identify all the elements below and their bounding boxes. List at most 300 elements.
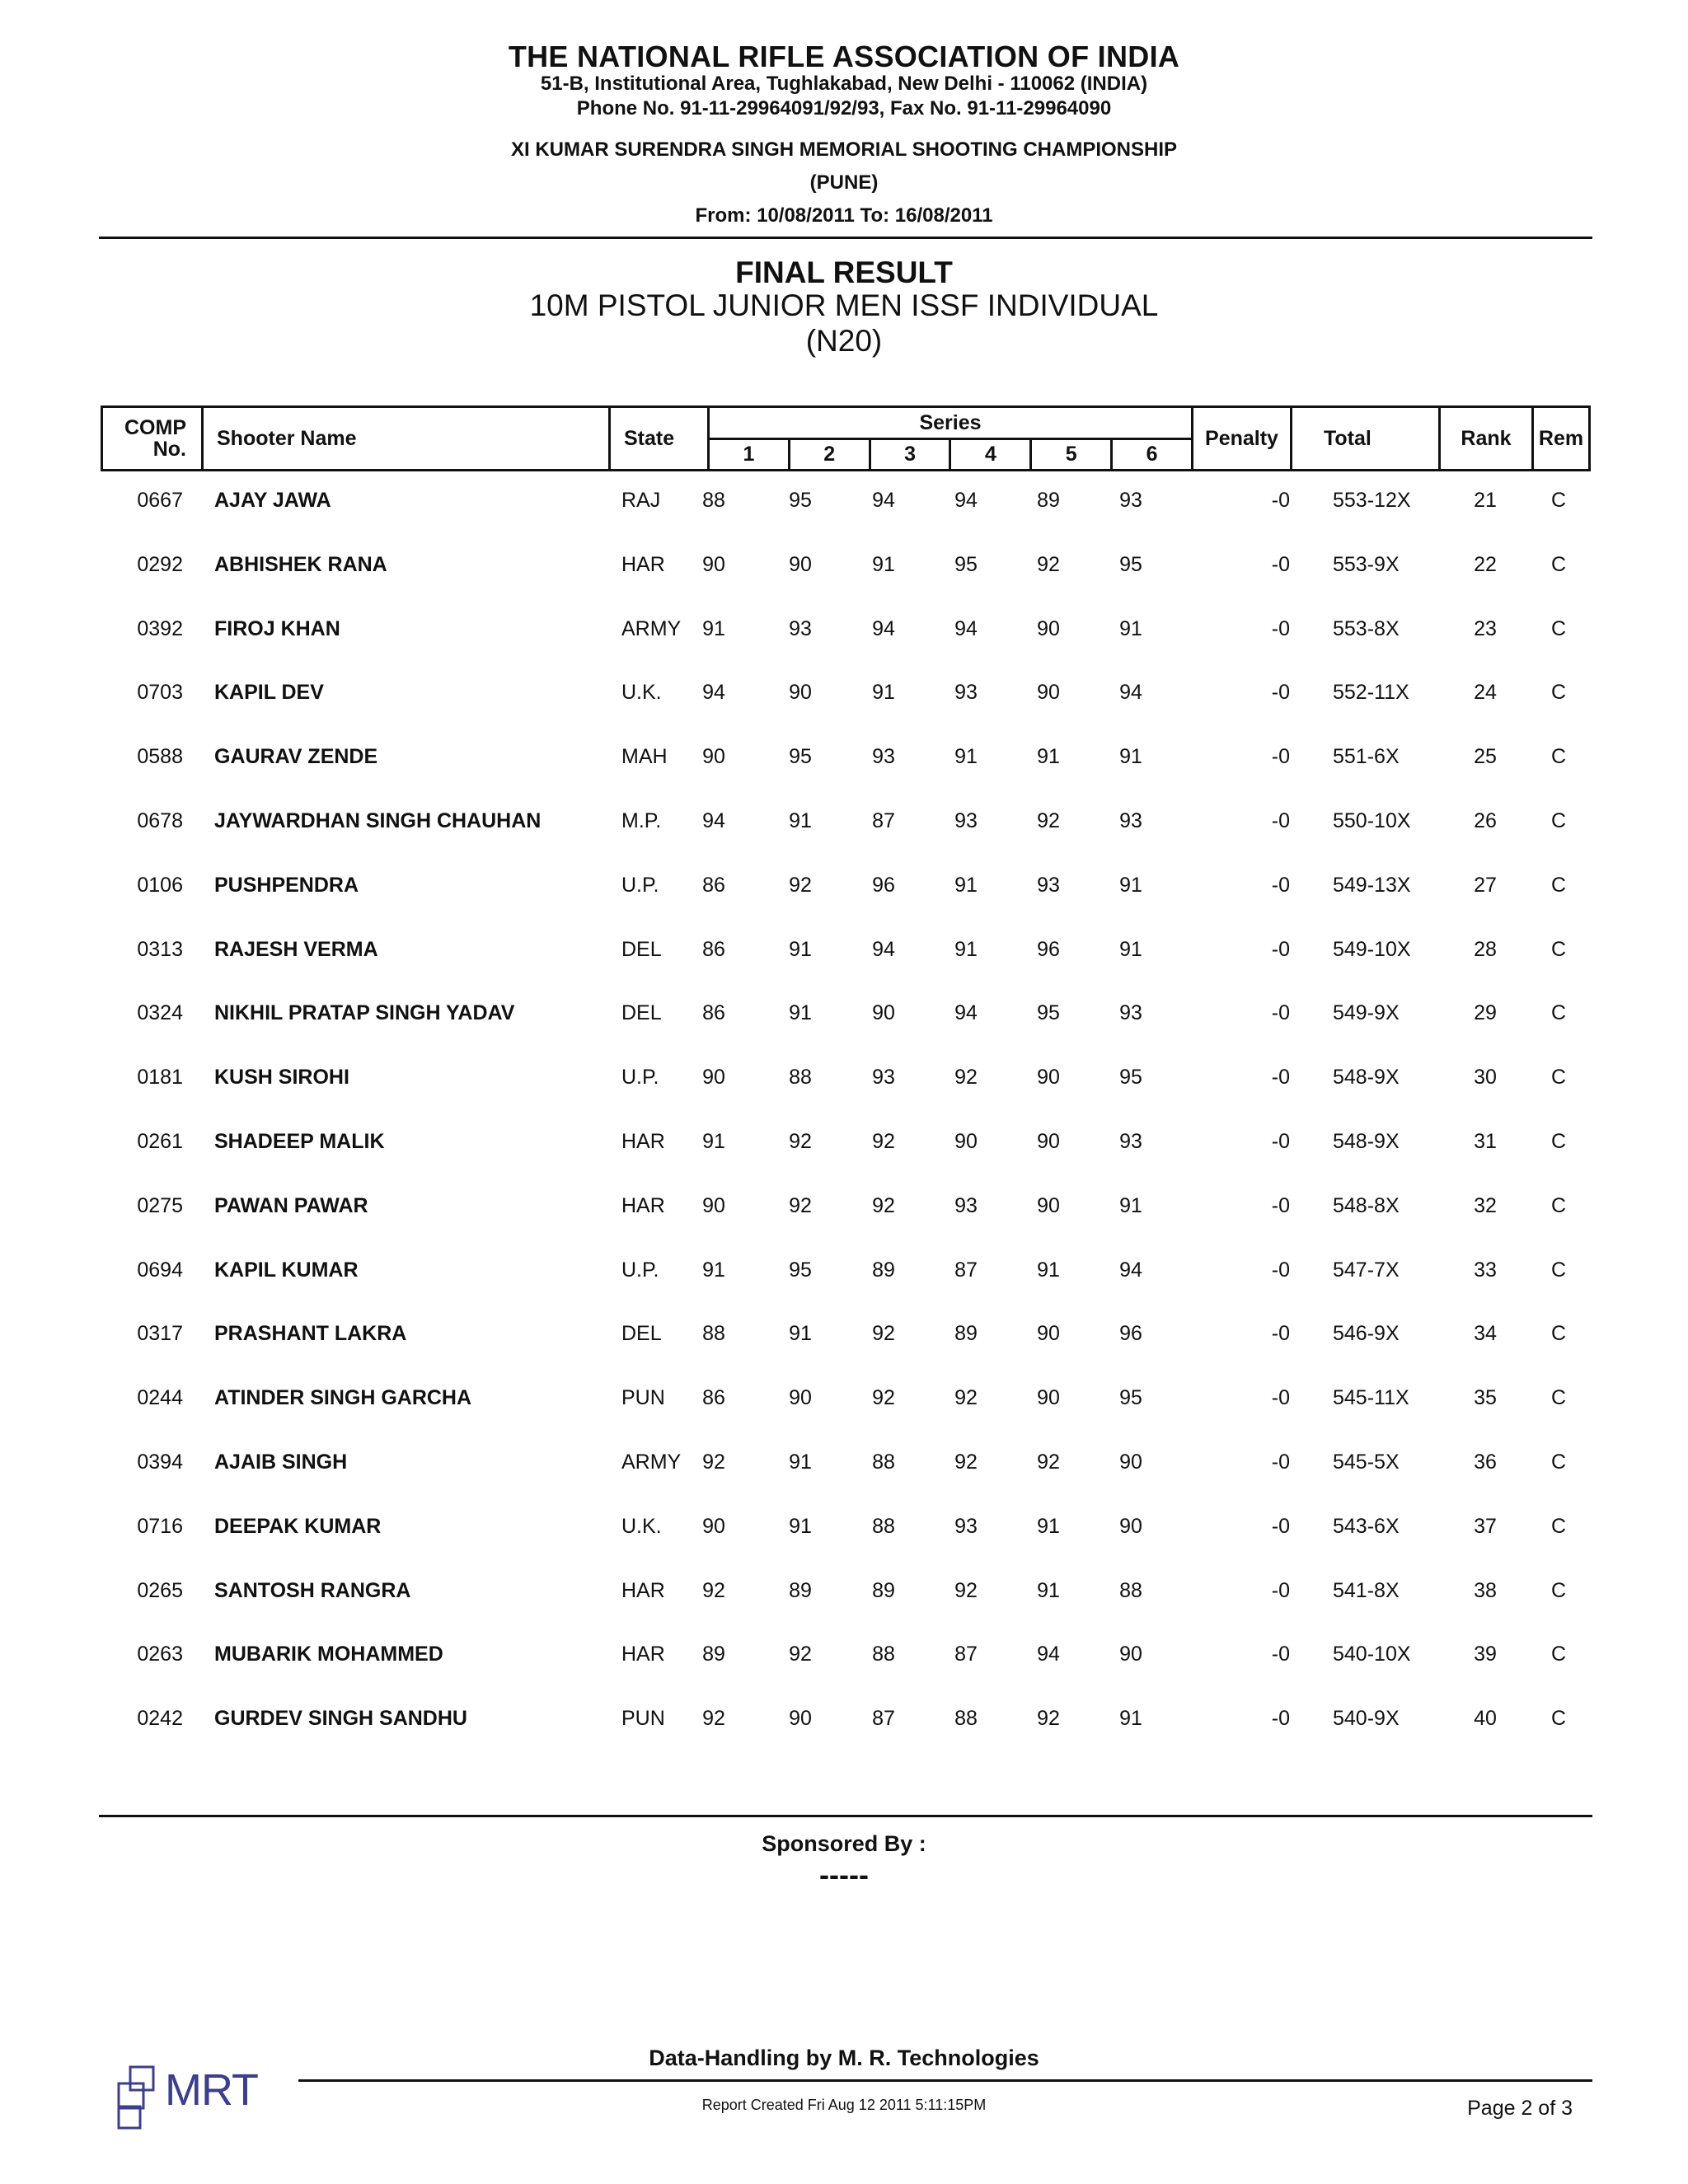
cell-series-6: 95 <box>1119 1386 1142 1410</box>
cell-rank: 26 <box>1474 809 1497 832</box>
cell-series-6: 88 <box>1119 1578 1142 1602</box>
cell-series-5: 90 <box>1037 1386 1060 1410</box>
header-series-5: 5 <box>1032 440 1113 469</box>
cell-shooter-name: PAWAN PAWAR <box>214 1193 368 1217</box>
cell-series-5: 96 <box>1037 937 1060 961</box>
cell-series-5: 91 <box>1037 745 1060 769</box>
cell-series-4: 91 <box>954 937 978 961</box>
cell-rem: C <box>1550 616 1567 640</box>
cell-series-3: 91 <box>872 681 895 705</box>
cell-series-3: 87 <box>872 809 895 832</box>
cell-series-2: 90 <box>789 681 812 705</box>
cell-penalty: -0 <box>1271 1451 1290 1474</box>
sponsor-value: ----- <box>819 1858 869 1891</box>
cell-state: HAR <box>621 552 665 576</box>
footer-rule <box>298 2079 1592 2082</box>
footer-divider <box>99 1815 1592 1817</box>
cell-series-4: 90 <box>954 1130 978 1153</box>
cell-total: 549-13X <box>1333 873 1411 897</box>
cell-total: 549-9X <box>1333 1001 1400 1025</box>
cell-series-4: 95 <box>954 552 978 576</box>
table-row <box>101 1574 1591 1607</box>
cell-rank: 27 <box>1474 873 1497 897</box>
table-row <box>101 1381 1591 1414</box>
results-table-header <box>101 405 1591 471</box>
cell-comp-no: 0716 <box>137 1514 183 1538</box>
cell-series-3: 88 <box>872 1643 895 1666</box>
cell-series-1: 90 <box>702 745 725 769</box>
cell-series-2: 91 <box>789 937 812 961</box>
cell-series-5: 92 <box>1037 1707 1060 1731</box>
org-address: 51-B, Institutional Area, Tughlakabad, New Delhi - 110062 (INDIA) <box>540 73 1148 95</box>
cell-series-6: 95 <box>1119 552 1142 576</box>
cell-shooter-name: KUSH SIROHI <box>214 1066 349 1090</box>
cell-series-2: 91 <box>789 809 812 832</box>
cell-comp-no: 0678 <box>137 809 183 832</box>
cell-series-4: 88 <box>954 1707 978 1731</box>
cell-series-3: 92 <box>872 1322 895 1346</box>
cell-shooter-name: AJAY JAWA <box>214 489 331 512</box>
table-row <box>101 1189 1591 1222</box>
cell-rem: C <box>1550 1707 1567 1731</box>
header-shooter-name: Shooter Name <box>204 408 611 469</box>
cell-penalty: -0 <box>1271 1258 1290 1282</box>
cell-penalty: -0 <box>1271 745 1290 769</box>
cell-penalty: -0 <box>1271 937 1290 961</box>
header-rem: Rem <box>1538 426 1584 450</box>
cell-comp-no: 0263 <box>137 1643 183 1666</box>
cell-series-1: 90 <box>702 1066 725 1090</box>
cell-series-2: 91 <box>789 1001 812 1025</box>
cell-comp-no: 0244 <box>137 1386 183 1410</box>
cell-shooter-name: KAPIL KUMAR <box>214 1258 359 1282</box>
cell-series-2: 88 <box>789 1066 812 1090</box>
table-row <box>101 1702 1591 1735</box>
cell-series-4: 93 <box>954 1514 978 1538</box>
championship-city: (PUNE) <box>809 171 879 194</box>
cell-series-1: 88 <box>702 489 725 512</box>
cell-series-5: 90 <box>1037 1066 1060 1090</box>
cell-series-2: 95 <box>789 745 812 769</box>
cell-comp-no: 0392 <box>137 616 183 640</box>
cell-state: DEL <box>621 937 662 961</box>
cell-rem: C <box>1550 489 1567 512</box>
cell-penalty: -0 <box>1271 681 1290 705</box>
page-number: Page 2 of 3 <box>1467 2097 1573 2120</box>
championship-dates: From: 10/08/2011 To: 16/08/2011 <box>695 204 993 227</box>
cell-state: HAR <box>621 1193 665 1217</box>
cell-shooter-name: NIKHIL PRATAP SINGH YADAV <box>214 1001 515 1025</box>
cell-series-4: 92 <box>954 1578 978 1602</box>
cell-series-6: 93 <box>1119 1001 1142 1025</box>
table-row <box>101 996 1591 1029</box>
header-divider <box>99 237 1592 239</box>
cell-series-1: 92 <box>702 1578 725 1602</box>
cell-shooter-name: GURDEV SINGH SANDHU <box>214 1707 467 1731</box>
header-state: State <box>611 408 710 469</box>
cell-penalty: -0 <box>1271 1322 1290 1346</box>
cell-series-2: 92 <box>789 1643 812 1666</box>
table-row <box>101 933 1591 966</box>
cell-series-1: 86 <box>702 1386 725 1410</box>
cell-rank: 39 <box>1474 1643 1497 1666</box>
cell-rank: 22 <box>1474 552 1497 576</box>
cell-series-4: 93 <box>954 1193 978 1217</box>
cell-penalty: -0 <box>1271 1066 1290 1090</box>
cell-shooter-name: SHADEEP MALIK <box>214 1130 385 1153</box>
cell-series-1: 91 <box>702 1258 725 1282</box>
cell-rank: 29 <box>1474 1001 1497 1025</box>
cell-series-5: 94 <box>1037 1643 1060 1666</box>
cell-shooter-name: DEEPAK KUMAR <box>214 1514 382 1538</box>
cell-rank: 28 <box>1474 937 1497 961</box>
cell-rem: C <box>1550 1001 1567 1025</box>
cell-series-6: 91 <box>1119 745 1142 769</box>
header-total: Total <box>1292 408 1441 469</box>
cell-series-2: 95 <box>789 1258 812 1282</box>
cell-series-6: 91 <box>1119 1707 1142 1731</box>
cell-penalty: -0 <box>1271 1001 1290 1025</box>
cell-state: U.P. <box>621 1258 659 1282</box>
table-row <box>101 1446 1591 1479</box>
cell-state: DEL <box>621 1001 662 1025</box>
cell-series-2: 95 <box>789 489 812 512</box>
org-phone: Phone No. 91-11-29964091/92/93, Fax No. 91-11-29964090 <box>576 97 1112 120</box>
cell-total: 545-11X <box>1333 1386 1409 1410</box>
cell-series-4: 94 <box>954 489 978 512</box>
cell-series-1: 86 <box>702 937 725 961</box>
cell-total: 553-12X <box>1333 489 1411 512</box>
cell-shooter-name: FIROJ KHAN <box>214 616 340 640</box>
cell-comp-no: 0292 <box>137 552 183 576</box>
cell-series-6: 94 <box>1119 1258 1142 1282</box>
cell-rem: C <box>1550 1066 1567 1090</box>
cell-series-5: 89 <box>1037 489 1060 512</box>
cell-comp-no: 0694 <box>137 1258 183 1282</box>
cell-series-1: 90 <box>702 552 725 576</box>
cell-rem: C <box>1550 809 1567 832</box>
result-title: FINAL RESULT <box>735 255 953 289</box>
cell-series-3: 87 <box>872 1707 895 1731</box>
cell-series-5: 92 <box>1037 552 1060 576</box>
cell-total: 553-9X <box>1333 552 1400 576</box>
table-row <box>101 1254 1591 1286</box>
cell-comp-no: 0242 <box>137 1707 183 1731</box>
report-created: Report Created Fri Aug 12 2011 5:11:15PM <box>701 2097 987 2113</box>
cell-rank: 21 <box>1474 489 1497 512</box>
cell-penalty: -0 <box>1271 1643 1290 1666</box>
cell-shooter-name: GAURAV ZENDE <box>214 745 378 769</box>
cell-comp-no: 0275 <box>137 1193 183 1217</box>
cell-series-5: 93 <box>1037 873 1060 897</box>
cell-rem: C <box>1550 1451 1567 1474</box>
cell-series-6: 95 <box>1119 1066 1142 1090</box>
header-series-1: 1 <box>710 440 790 469</box>
table-row <box>101 804 1591 837</box>
header-series-2: 2 <box>790 440 871 469</box>
cell-series-5: 90 <box>1037 681 1060 705</box>
cell-series-4: 89 <box>954 1322 978 1346</box>
cell-series-6: 91 <box>1119 937 1142 961</box>
cell-state: DEL <box>621 1322 662 1346</box>
cell-total: 543-6X <box>1333 1514 1400 1538</box>
cell-total: 541-8X <box>1333 1578 1400 1602</box>
cell-state: RAJ <box>621 489 661 512</box>
table-row <box>101 740 1591 773</box>
cell-total: 546-9X <box>1333 1322 1400 1346</box>
header-series-4: 4 <box>951 440 1032 469</box>
cell-series-2: 91 <box>789 1451 812 1474</box>
cell-total: 551-6X <box>1333 745 1400 769</box>
cell-total: 553-8X <box>1333 616 1400 640</box>
cell-total: 549-10X <box>1333 937 1411 961</box>
cell-series-3: 88 <box>872 1514 895 1538</box>
cell-series-3: 91 <box>872 552 895 576</box>
cell-rank: 34 <box>1474 1322 1497 1346</box>
cell-comp-no: 0324 <box>137 1001 183 1025</box>
cell-penalty: -0 <box>1271 809 1290 832</box>
event-code: (N20) <box>805 324 883 358</box>
header-series <box>710 408 1193 469</box>
cell-penalty: -0 <box>1271 489 1290 512</box>
cell-shooter-name: PRASHANT LAKRA <box>214 1322 407 1346</box>
cell-series-2: 90 <box>789 1707 812 1731</box>
cell-rank: 32 <box>1474 1193 1497 1217</box>
cell-rank: 36 <box>1474 1451 1497 1474</box>
table-row <box>101 1510 1591 1543</box>
mrt-logo-text: MRT <box>165 2065 258 2115</box>
cell-series-6: 91 <box>1119 873 1142 897</box>
cell-series-3: 94 <box>872 489 895 512</box>
cell-series-6: 90 <box>1119 1451 1142 1474</box>
table-row <box>101 676 1591 709</box>
cell-state: M.P. <box>621 809 662 832</box>
cell-series-1: 91 <box>702 616 725 640</box>
cell-total: 540-10X <box>1333 1643 1411 1666</box>
cell-series-3: 93 <box>872 745 895 769</box>
cell-comp-no: 0181 <box>137 1066 183 1090</box>
cell-comp-no: 0265 <box>137 1578 183 1602</box>
cell-rem: C <box>1550 1578 1567 1602</box>
cell-comp-no: 0313 <box>137 937 183 961</box>
cell-series-2: 89 <box>789 1578 812 1602</box>
cell-shooter-name: SANTOSH RANGRA <box>214 1578 411 1602</box>
cell-series-1: 86 <box>702 1001 725 1025</box>
cell-comp-no: 0588 <box>137 745 183 769</box>
cell-series-3: 94 <box>872 616 895 640</box>
cell-series-3: 89 <box>872 1578 895 1602</box>
cell-penalty: -0 <box>1271 1130 1290 1153</box>
cell-series-6: 91 <box>1119 1193 1142 1217</box>
cell-series-1: 94 <box>702 809 725 832</box>
cell-total: 545-5X <box>1333 1451 1400 1474</box>
cell-series-1: 92 <box>702 1707 725 1731</box>
cell-series-2: 92 <box>789 1193 812 1217</box>
cell-series-5: 92 <box>1037 1451 1060 1474</box>
cell-state: HAR <box>621 1130 665 1153</box>
cell-series-5: 91 <box>1037 1258 1060 1282</box>
cell-comp-no: 0667 <box>137 489 183 512</box>
cell-total: 548-9X <box>1333 1066 1400 1090</box>
cell-shooter-name: ATINDER SINGH GARCHA <box>214 1386 472 1410</box>
event-name: 10M PISTOL JUNIOR MEN ISSF INDIVIDUAL <box>529 288 1159 322</box>
cell-series-6: 90 <box>1119 1643 1142 1666</box>
cell-series-6: 93 <box>1119 1130 1142 1153</box>
cell-series-1: 90 <box>702 1514 725 1538</box>
table-row <box>101 1317 1591 1350</box>
cell-series-2: 92 <box>789 873 812 897</box>
cell-series-4: 92 <box>954 1451 978 1474</box>
cell-state: HAR <box>621 1578 665 1602</box>
championship-name: XI KUMAR SURENDRA SINGH MEMORIAL SHOOTING CHAMPIONSHIP <box>510 138 1178 161</box>
cell-total: 552-11X <box>1333 681 1409 705</box>
table-row <box>101 869 1591 902</box>
cell-rem: C <box>1550 873 1567 897</box>
cell-series-5: 92 <box>1037 809 1060 832</box>
cell-series-4: 87 <box>954 1643 978 1666</box>
cell-rem: C <box>1550 745 1567 769</box>
cell-penalty: -0 <box>1271 1578 1290 1602</box>
cell-rank: 30 <box>1474 1066 1497 1090</box>
cell-series-3: 94 <box>872 937 895 961</box>
header-rank: Rank <box>1441 408 1534 469</box>
cell-series-3: 92 <box>872 1386 895 1410</box>
cell-series-6: 94 <box>1119 681 1142 705</box>
header-series-numbers <box>710 438 1191 469</box>
cell-comp-no: 0394 <box>137 1451 183 1474</box>
cell-total: 548-9X <box>1333 1130 1400 1153</box>
cell-penalty: -0 <box>1271 1707 1290 1731</box>
cell-series-2: 91 <box>789 1514 812 1538</box>
cell-series-5: 95 <box>1037 1001 1060 1025</box>
table-row <box>101 484 1591 517</box>
cell-rank: 33 <box>1474 1258 1497 1282</box>
cell-series-1: 91 <box>702 1130 725 1153</box>
cell-comp-no: 0106 <box>137 873 183 897</box>
cell-state: U.K. <box>621 1514 662 1538</box>
cell-series-1: 92 <box>702 1451 725 1474</box>
cell-series-6: 91 <box>1119 616 1142 640</box>
cell-rank: 31 <box>1474 1130 1497 1153</box>
cell-total: 550-10X <box>1333 809 1411 832</box>
cell-series-5: 90 <box>1037 1130 1060 1153</box>
cell-series-1: 89 <box>702 1643 725 1666</box>
cell-series-1: 94 <box>702 681 725 705</box>
cell-state: U.K. <box>621 681 662 705</box>
cell-rem: C <box>1550 1130 1567 1153</box>
cell-series-3: 92 <box>872 1130 895 1153</box>
cell-series-4: 93 <box>954 809 978 832</box>
cell-total: 548-8X <box>1333 1193 1400 1217</box>
cell-rem: C <box>1550 1386 1567 1410</box>
cell-rem: C <box>1550 937 1567 961</box>
cell-shooter-name: KAPIL DEV <box>214 681 324 705</box>
header-series-6: 6 <box>1146 443 1158 466</box>
cell-series-1: 88 <box>702 1322 725 1346</box>
cell-shooter-name: JAYWARDHAN SINGH CHAUHAN <box>214 809 542 832</box>
cell-shooter-name: AJAIB SINGH <box>214 1451 348 1474</box>
header-series-label: Series <box>919 411 982 434</box>
cell-series-5: 91 <box>1037 1514 1060 1538</box>
cell-series-2: 90 <box>789 1386 812 1410</box>
header-comp-line1: COMP <box>124 416 186 439</box>
cell-comp-no: 0261 <box>137 1130 183 1153</box>
cell-series-3: 96 <box>872 873 895 897</box>
table-row <box>101 1061 1591 1094</box>
cell-series-4: 92 <box>954 1066 978 1090</box>
cell-series-6: 90 <box>1119 1514 1142 1538</box>
data-handling-label: Data-Handling by M. R. Technologies <box>649 2046 1039 2070</box>
cell-rem: C <box>1550 1643 1567 1666</box>
cell-series-4: 91 <box>954 873 978 897</box>
cell-series-3: 88 <box>872 1451 895 1474</box>
cell-series-3: 93 <box>872 1066 895 1090</box>
cell-state: HAR <box>621 1643 665 1666</box>
cell-state: PUN <box>621 1707 665 1731</box>
cell-series-2: 91 <box>789 1322 812 1346</box>
org-title: THE NATIONAL RIFLE ASSOCIATION OF INDIA <box>508 40 1180 73</box>
cell-shooter-name: PUSHPENDRA <box>214 873 359 897</box>
cell-series-1: 86 <box>702 873 725 897</box>
cell-series-3: 89 <box>872 1258 895 1282</box>
cell-series-6: 96 <box>1119 1322 1142 1346</box>
sponsor-label: Sponsored By : <box>762 1831 926 1856</box>
table-row <box>101 1638 1591 1671</box>
cell-rem: C <box>1550 1193 1567 1217</box>
cell-series-6: 93 <box>1119 809 1142 832</box>
cell-rank: 37 <box>1474 1514 1497 1538</box>
cell-penalty: -0 <box>1271 1514 1290 1538</box>
cell-state: U.P. <box>621 1066 659 1090</box>
cell-rank: 40 <box>1474 1707 1497 1731</box>
table-row <box>101 612 1591 645</box>
cell-state: ARMY <box>621 1451 682 1474</box>
cell-series-4: 87 <box>954 1258 978 1282</box>
cell-series-5: 91 <box>1037 1578 1060 1602</box>
cell-shooter-name: MUBARIK MOHAMMED <box>214 1643 443 1666</box>
cell-series-4: 94 <box>954 1001 978 1025</box>
table-row <box>101 1125 1591 1158</box>
cell-state: PUN <box>621 1386 665 1410</box>
cell-penalty: -0 <box>1271 616 1290 640</box>
cell-rank: 35 <box>1474 1386 1497 1410</box>
cell-total: 540-9X <box>1333 1707 1400 1731</box>
cell-rank: 24 <box>1474 681 1497 705</box>
cell-series-4: 91 <box>954 745 978 769</box>
cell-comp-no: 0317 <box>137 1322 183 1346</box>
cell-series-5: 90 <box>1037 1193 1060 1217</box>
cell-rank: 23 <box>1474 616 1497 640</box>
cell-shooter-name: ABHISHEK RANA <box>214 552 387 576</box>
cell-total: 547-7X <box>1333 1258 1400 1282</box>
cell-state: MAH <box>621 745 668 769</box>
cell-series-2: 90 <box>789 552 812 576</box>
cell-penalty: -0 <box>1271 552 1290 576</box>
cell-shooter-name: RAJESH VERMA <box>214 937 378 961</box>
header-penalty: Penalty <box>1193 408 1292 469</box>
header-comp-no <box>103 408 204 469</box>
cell-rem: C <box>1550 1322 1567 1346</box>
cell-rank: 25 <box>1474 745 1497 769</box>
cell-series-5: 90 <box>1037 1322 1060 1346</box>
table-row <box>101 548 1591 581</box>
cell-series-4: 94 <box>954 616 978 640</box>
cell-series-2: 93 <box>789 616 812 640</box>
cell-penalty: -0 <box>1271 1386 1290 1410</box>
cell-series-2: 92 <box>789 1130 812 1153</box>
cell-comp-no: 0703 <box>137 681 183 705</box>
cell-series-6: 93 <box>1119 489 1142 512</box>
